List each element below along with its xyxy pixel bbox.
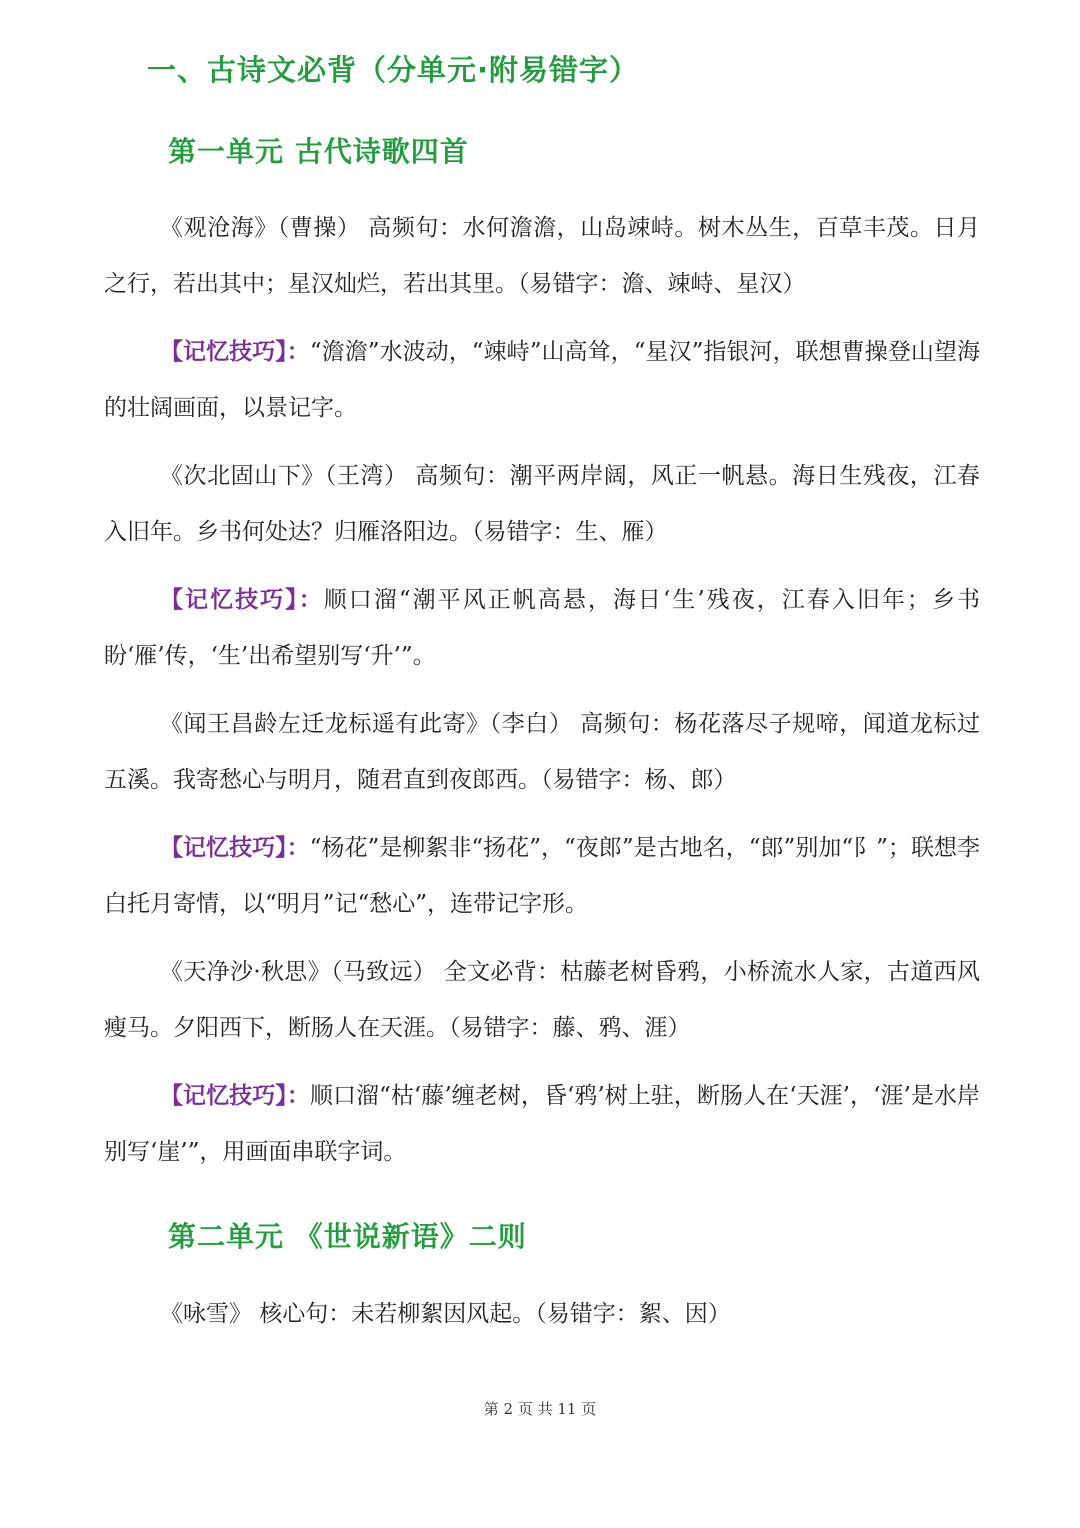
memory-tip-guancanghai xyxy=(104,324,980,436)
tip-text: “杨花”是柳絮非“扬花”，“夜郎”是古地名，“郎”别加“阝”；联想李白托月寄情，以“明月”记“愁心”，连带记字形。 xyxy=(104,835,980,917)
section-heading: 一、古诗文必背（分单元·附易错字） xyxy=(147,53,640,87)
poem-guancanghai: 《观沧海》（曹操） 高频句：水何澹澹，山岛竦峙。树木丛生，百草丰茂。日月之行，若出其中；星汉灿烂，若出其里。（易错字：澹、竦峙、星汉） xyxy=(104,215,980,297)
page-number: 第 2 页 共 11 页 xyxy=(483,1400,597,1418)
memory-tip-wenwangchangling xyxy=(104,820,980,932)
unit2-title: 第二单元 《世说新语》二则 xyxy=(168,1220,527,1253)
poem-cibeigushanxia: 《次北固山下》（王湾） 高频句：潮平两岸阔，风正一帆悬。海日生残夜，江春入旧年。乡书何处达？归雁洛阳边。（易错字：生、雁） xyxy=(104,463,980,545)
memory-tip-tianjingsha xyxy=(104,1068,980,1180)
poem-wenwangchangling: 《闻王昌龄左迁龙标遥有此寄》（李白） 高频句：杨花落尽子规啼，闻道龙标过五溪。我寄愁心与明月，随君直到夜郎西。（易错字：杨、郎） xyxy=(104,711,980,793)
memory-tip-cibeigushanxia xyxy=(104,572,980,684)
tip-label: 【记忆技巧】： xyxy=(160,835,310,861)
unit1-title: 第一单元 古代诗歌四首 xyxy=(168,135,469,168)
poem-yongxue: 《咏雪》 核心句：未若柳絮因风起。（易错字：絮、因） xyxy=(160,1301,731,1327)
tip-text: 顺口溜“枯‘藤’缠老树，昏‘鸦’树上驻，断肠人在‘天涯’，‘涯’是水岸别写‘崖’”，用画面串联字词。 xyxy=(104,1083,981,1165)
poem-tianjingsha: 《天净沙·秋思》（马致远） 全文必背：枯藤老树昏鸦，小桥流水人家，古道西风瘦马。夕阳西下，断肠人在天涯。（易错字：藤、鸦、涯） xyxy=(104,959,980,1041)
tip-text: “澹澹”水波动，“竦峙”山高耸，“星汉”指银河，联想曹操登山望海的壮阔画面，以景记字。 xyxy=(104,339,980,421)
tip-label: 【记忆技巧】： xyxy=(160,587,324,613)
tip-label: 【记忆技巧】： xyxy=(160,339,310,365)
tip-text: 顺口溜“潮平风正帆高悬，海日‘生’残夜，江春入旧年；乡书盼‘雁’传，‘生’出希望别写‘升’”。 xyxy=(104,587,980,669)
tip-label: 【记忆技巧】： xyxy=(160,1083,310,1109)
